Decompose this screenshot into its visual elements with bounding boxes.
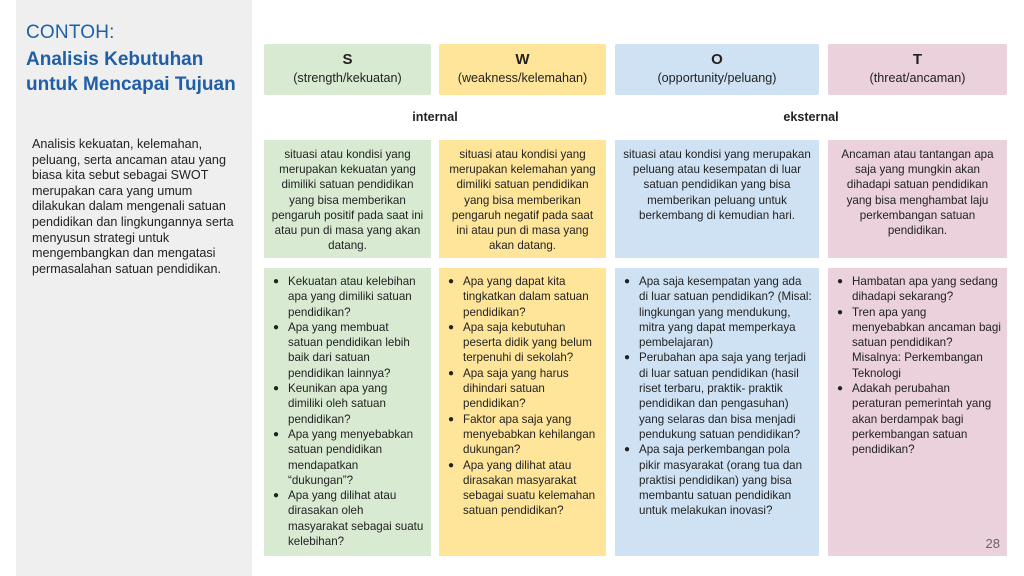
header-weakness — [439, 44, 606, 95]
header-subtitle: (opportunity/peluang) — [657, 71, 777, 85]
list-item: ● Apa saja kebutuhan peserta didik yang belum terpenuhi di sekolah? — [445, 320, 600, 366]
header-letter: O — [711, 51, 723, 68]
example-label: CONTOH: — [26, 22, 115, 43]
intro-paragraph: Analisis kekuatan, kelemahan, peluang, serta ancaman atau yang biasa kita sebut sebagai SWOT merupakan cara yang umum dilakukan dalam mengenali satuan pendidikan dan lingkungannya serta menyusun strategi untuk mengembangkan dan mengatasi permasalahan satuan pendidikan. — [32, 137, 234, 276]
questions-strength — [264, 268, 431, 556]
header-subtitle: (strength/kekuatan) — [293, 71, 402, 85]
list-item: ● Apa yang dilihat atau dirasakan masyarakat sebagai suatu kelemahan satuan pendidikan? — [445, 458, 600, 519]
questions-opportunity — [615, 268, 819, 556]
list-item: ● Apa saja kesempatan yang ada di luar satuan pendidikan? (Misal: lingkungan yang mendukung, mitra yang dapat memperkaya pembelajaran) — [621, 274, 813, 350]
list-item: ● Kekuatan atau kelebihan apa yang dimiliki satuan pendidikan? — [270, 274, 425, 320]
list-item: ● Keunikan apa yang dimiliki oleh satuan pendidikan? — [270, 381, 425, 427]
scope-internal-label: internal — [412, 110, 458, 124]
question-list — [445, 274, 600, 519]
list-item: ● Apa yang menyebabkan satuan pendidikan mendapatkan “dukungan”? — [270, 427, 425, 488]
question-list — [834, 274, 1001, 458]
list-item: ● Hambatan apa yang sedang dihadapi sekarang? — [834, 274, 1001, 305]
header-strength — [264, 44, 431, 95]
sidebar-panel — [16, 0, 252, 576]
list-item: ● Apa saja yang harus dihindari satuan pendidikan? — [445, 366, 600, 412]
header-letter: T — [912, 51, 923, 68]
list-item: ● Adakah perubahan peraturan pemerintah yang akan berdampak bagi perkembangan satuan pendidikan? — [834, 381, 1001, 457]
header-letter: S — [342, 51, 353, 68]
header-subtitle: (weakness/kelemahan) — [457, 71, 588, 85]
list-item: ● Apa yang dapat kita tingkatkan dalam satuan pendidikan? — [445, 274, 600, 320]
question-list — [621, 274, 813, 519]
description-opportunity: situasi atau kondisi yang merupakan peluang atau kesempatan di luar satuan pendidikan yang bisa memberikan peluang untuk berkembang di kemudian hari. — [615, 140, 819, 258]
list-item: ● Apa yang membuat satuan pendidikan lebih baik dari satuan pendidikan lainnya? — [270, 320, 425, 381]
page-number: 28 — [985, 536, 1000, 551]
slide-title: Analisis Kebutuhan untuk Mencapai Tujuan — [26, 49, 236, 95]
header-letter: W — [515, 51, 530, 68]
description-threat: Ancaman atau tantangan apa saja yang mungkin akan dihadapi satuan pendidikan yang bisa menghambat laju perkembangan satuan pendidikan. — [828, 140, 1007, 258]
header-threat — [828, 44, 1007, 95]
list-item: ● Perubahan apa saja yang terjadi di luar satuan pendidikan (hasil riset terbaru, praktik- praktik pendidikan dan pengasuhan) yang selaras dan bisa menjadi pendukung satuan pendidikan? — [621, 350, 813, 442]
header-subtitle: (threat/ancaman) — [869, 71, 966, 85]
list-item: ● Apa saja perkembangan pola pikir masyarakat (orang tua dan praktisi pendidikan) yang bisa membantu satuan pendidikan untuk melakukan inovasi? — [621, 442, 813, 518]
list-item: ● Tren apa yang menyebabkan ancaman bagi satuan pendidikan? Misalnya: Perkembangan Teknologi — [834, 305, 1001, 381]
header-opportunity — [615, 44, 819, 95]
questions-weakness — [439, 268, 606, 556]
questions-threat — [828, 268, 1007, 556]
description-weakness: situasi atau kondisi yang merupakan kelemahan yang dimiliki satuan pendidikan yang bisa memberikan pengaruh negatif pada saat ini atau pun di masa yang akan datang. — [439, 140, 606, 258]
question-list — [270, 274, 425, 549]
description-strength: situasi atau kondisi yang merupakan kekuatan yang dimiliki satuan pendidikan yang bisa memberikan pengaruh positif pada saat ini atau pun di masa yang akan datang. — [264, 140, 431, 258]
scope-external-label: eksternal — [783, 110, 839, 124]
list-item: ● Faktor apa saja yang menyebabkan kehilangan dukungan? — [445, 412, 600, 458]
list-item: ● Apa yang dilihat atau dirasakan oleh masyarakat sebagai suatu kelebihan? — [270, 488, 425, 549]
